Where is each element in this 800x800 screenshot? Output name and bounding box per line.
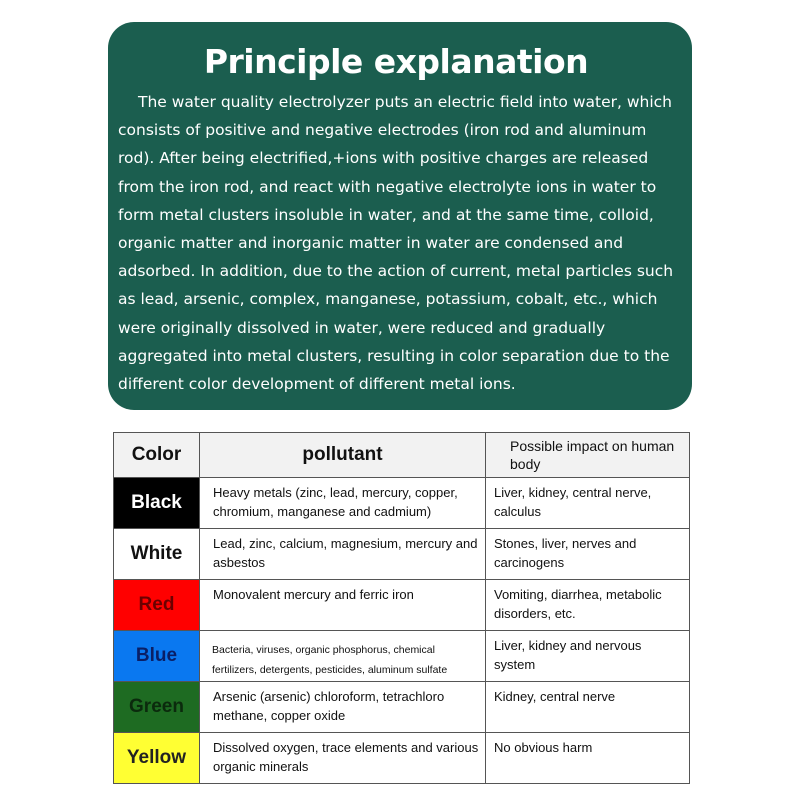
pollutant-cell: Arsenic (arsenic) chloroform, tetrachloro methane, copper oxide xyxy=(200,682,486,733)
impact-cell: Liver, kidney and nervous system xyxy=(486,631,690,682)
header-impact: Possible impact on human body xyxy=(486,433,690,478)
table-row xyxy=(114,682,690,733)
table-row xyxy=(114,478,690,529)
pollutant-cell: Monovalent mercury and ferric iron xyxy=(200,580,486,631)
pollutant-cell: Dissolved oxygen, trace elements and various organic minerals xyxy=(200,733,486,784)
color-swatch-white: White xyxy=(114,529,200,580)
table-row xyxy=(114,733,690,784)
color-swatch-blue: Blue xyxy=(114,631,200,682)
table-body xyxy=(114,478,690,784)
color-swatch-yellow: Yellow xyxy=(114,733,200,784)
table-row xyxy=(114,631,690,682)
color-swatch-black: Black xyxy=(114,478,200,529)
table-row xyxy=(114,580,690,631)
impact-cell: Kidney, central nerve xyxy=(486,682,690,733)
principle-title: Principle explanation xyxy=(203,42,589,81)
principle-panel xyxy=(108,22,692,410)
pollutant-cell: Lead, zinc, calcium, magnesium, mercury and asbestos xyxy=(200,529,486,580)
pollutant-table xyxy=(113,432,690,784)
color-swatch-green: Green xyxy=(114,682,200,733)
header-pollutant: pollutant xyxy=(200,433,486,478)
impact-cell: Liver, kidney, central nerve, calculus xyxy=(486,478,690,529)
table-row xyxy=(114,529,690,580)
impact-cell: Stones, liver, nerves and carcinogens xyxy=(486,529,690,580)
impact-cell: Vomiting, diarrhea, metabolic disorders, etc. xyxy=(486,580,690,631)
pollutant-table-container xyxy=(113,432,689,784)
impact-cell: No obvious harm xyxy=(486,733,690,784)
pollutant-cell: Bacteria, viruses, organic phosphorus, chemical fertilizers, detergents, pesticides, aluminum sulfate xyxy=(200,631,486,682)
principle-body: The water quality electrolyzer puts an electric field into water, which consists of positive and negative electrodes (iron rod and aluminum rod). After being electrified,+ions with positive charges are released from the iron rod, and react with negative electrolyte ions in water to form metal clusters insoluble in water, and at the same time, colloid, organic matter and inorganic matter in water are condensed and adsorbed. In addition, due to the action of current, metal particles such as lead, arsenic, complex, manganese, potassium, cobalt, etc., which were originally dissolved in water, were reduced and gradually aggregated into metal clusters, resulting in color separation due to the different color development of different metal ions. xyxy=(118,93,674,394)
table-header-row xyxy=(114,433,690,478)
header-color: Color xyxy=(114,433,200,478)
color-swatch-red: Red xyxy=(114,580,200,631)
pollutant-cell: Heavy metals (zinc, lead, mercury, copper, chromium, manganese and cadmium) xyxy=(200,478,486,529)
